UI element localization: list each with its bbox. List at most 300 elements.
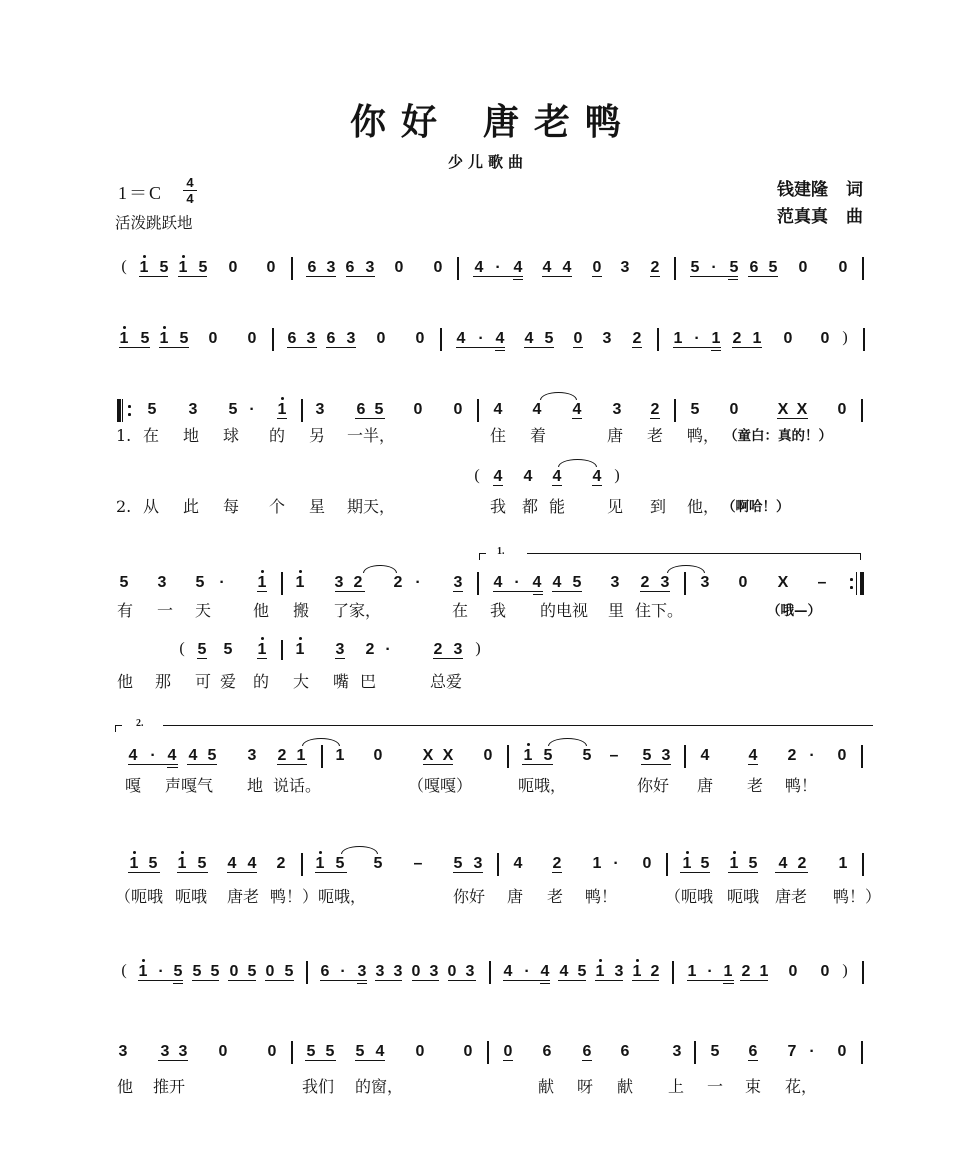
lyric-syllable: 呃哦 xyxy=(727,887,760,906)
note-digit: 1 xyxy=(295,574,305,591)
underline-beam xyxy=(228,980,256,981)
underline-beam xyxy=(433,658,463,659)
lyric-syllable: 大 xyxy=(293,672,310,691)
augmentation-dot: · xyxy=(478,330,484,347)
barline xyxy=(457,257,458,280)
note-digit: 5 xyxy=(140,330,150,347)
note-digit: 3 xyxy=(335,641,345,658)
note-digit: 4 xyxy=(542,259,552,276)
note-digit: 6 xyxy=(542,1043,552,1060)
note-digit: 5 xyxy=(247,963,257,980)
underline-beam xyxy=(326,347,356,348)
note-digit: 3 xyxy=(612,401,622,418)
lyric-syllable: 可 xyxy=(195,672,212,691)
underline-beam xyxy=(542,276,572,277)
high-octave-dot xyxy=(299,570,302,573)
underline-beam xyxy=(305,1060,336,1061)
note-digit: 3 xyxy=(620,259,630,276)
augmentation-dot: · xyxy=(514,574,520,591)
rest: 0 xyxy=(642,855,652,872)
lyric-syllable: 唐 xyxy=(697,776,714,795)
barline xyxy=(657,328,658,351)
lyric-syllable: 唐 xyxy=(507,887,524,906)
lyric-syllable: 见 xyxy=(607,497,624,516)
underline-beam xyxy=(167,767,178,768)
high-octave-dot xyxy=(599,959,602,962)
note-digit: 3 xyxy=(453,574,463,591)
underline-beam xyxy=(128,764,178,765)
lyric-syllable: 住下。 xyxy=(635,601,684,620)
note-digit: 3 xyxy=(610,574,620,591)
note-digit: 3 xyxy=(315,401,325,418)
augmentation-dot: · xyxy=(249,401,255,418)
underline-beam xyxy=(748,276,778,277)
high-octave-dot xyxy=(133,851,136,854)
note-digit: 1 xyxy=(682,855,692,872)
barline xyxy=(694,1041,695,1064)
lyric-syllable: 呃哦， xyxy=(518,776,567,795)
lyric-aside: （童白：真的！） xyxy=(724,428,832,444)
barline xyxy=(863,328,864,351)
note-digit: 3 xyxy=(473,855,483,872)
note-digit: 3 xyxy=(188,401,198,418)
underline-beam xyxy=(748,764,758,765)
high-octave-dot xyxy=(123,326,126,329)
lyric-syllable: 鸭！）呃哦， xyxy=(270,887,367,906)
note-digit: 1 xyxy=(257,574,267,591)
note-digit: 4 xyxy=(552,468,562,485)
note-digit: 1 xyxy=(159,330,169,347)
note-digit: 2 xyxy=(797,855,807,872)
underline-beam xyxy=(139,276,168,277)
note-digit: 1 xyxy=(687,963,697,980)
note-digit: 5 xyxy=(572,574,582,591)
note-digit: 2 xyxy=(632,330,642,347)
note-digit: 1 xyxy=(752,330,762,347)
underline-beam xyxy=(632,347,642,348)
underline-beam xyxy=(473,276,523,277)
lyric-syllable: 鸭！ xyxy=(585,887,618,906)
note-digit: 3 xyxy=(118,1043,128,1060)
lyric-syllable: 老 xyxy=(747,776,764,795)
rest: 0 xyxy=(376,330,386,347)
lyric-syllable: 住 xyxy=(490,426,507,445)
volta-label: 2. xyxy=(136,718,144,729)
rest: 0 xyxy=(453,401,463,418)
note-digit: 4 xyxy=(128,747,138,764)
note-digit: 4 xyxy=(247,855,257,872)
note-digit: 1 xyxy=(315,855,325,872)
underline-beam xyxy=(257,591,267,592)
note-digit: 5 xyxy=(223,641,233,658)
underline-beam xyxy=(552,872,562,873)
note-digit: 5 xyxy=(210,963,220,980)
barline xyxy=(321,745,322,768)
note-digit: 5 xyxy=(179,330,189,347)
note-digit: 1 xyxy=(723,963,733,980)
lyric-syllable: 另 xyxy=(309,426,326,445)
high-octave-dot xyxy=(686,851,689,854)
note-digit: 5 xyxy=(729,259,739,276)
barline xyxy=(684,572,685,595)
high-octave-dot xyxy=(733,851,736,854)
note-digit: 4 xyxy=(456,330,466,347)
note-digit: 5 xyxy=(642,747,652,764)
note-digit: 4 xyxy=(375,1043,385,1060)
underline-beam xyxy=(748,1060,758,1061)
rest: 0 xyxy=(837,401,847,418)
rest: 0 xyxy=(838,259,848,276)
rest: 0 xyxy=(820,963,830,980)
augmentation-dot: · xyxy=(385,641,391,658)
underline-beam xyxy=(423,764,453,765)
note-digit: 3 xyxy=(160,1043,170,1060)
lyric-syllable: 的电视 xyxy=(540,601,589,620)
note-digit: 3 xyxy=(393,963,403,980)
lyric-syllable: 巴 xyxy=(360,672,377,691)
lyric-syllable: 唐 xyxy=(607,426,624,445)
note-digit: 2 xyxy=(277,747,287,764)
lyric-syllable: 球 xyxy=(223,426,240,445)
close-paren: ) xyxy=(614,467,620,484)
underline-beam xyxy=(453,591,463,592)
lyric-syllable: 他 xyxy=(117,1077,134,1096)
note-digit: 3 xyxy=(465,963,475,980)
thin-bar xyxy=(856,572,857,595)
note-digit: 5 xyxy=(373,855,383,872)
note-digit: 4 xyxy=(495,330,505,347)
rest: 0 xyxy=(483,747,493,764)
note-digit: 5 xyxy=(690,259,700,276)
augmentation-dot: · xyxy=(158,963,164,980)
time-signature-denominator: 4 xyxy=(186,191,194,207)
lyric-syllable: 我 xyxy=(490,601,507,620)
high-octave-dot xyxy=(281,397,284,400)
underline-beam xyxy=(159,347,189,348)
key-signature: 1＝C xyxy=(118,183,164,203)
note-digit: 1 xyxy=(335,747,345,764)
note-digit: 5 xyxy=(690,401,700,418)
barline xyxy=(281,572,282,595)
underline-beam xyxy=(187,764,217,765)
barline xyxy=(497,853,498,876)
close-paren: ) xyxy=(842,329,848,346)
note-digit: 5 xyxy=(207,747,217,764)
lyric-syllable: 地 xyxy=(183,426,200,445)
lyric-syllable: 花， xyxy=(785,1077,818,1096)
title-part-1: 你好 xyxy=(350,101,453,143)
lyric-syllable: 老 xyxy=(547,887,564,906)
barline xyxy=(301,853,302,876)
open-paren: ( xyxy=(121,962,127,979)
underline-beam xyxy=(640,591,670,592)
underline-beam xyxy=(533,594,543,595)
lyric-syllable: 从 xyxy=(143,497,160,516)
note-digit: 4 xyxy=(493,401,503,418)
underline-beam xyxy=(503,1060,513,1061)
rest: 0 xyxy=(738,574,748,591)
rest: 0 xyxy=(208,330,218,347)
spoken-beat-x: X xyxy=(422,747,434,764)
lyric-syllable: 里 xyxy=(608,601,625,620)
time-signature-numerator: 4 xyxy=(186,175,194,190)
augmentation-dot: · xyxy=(809,1043,815,1060)
note-digit: 1 xyxy=(838,855,848,872)
lyric-syllable: 推开 xyxy=(153,1077,186,1096)
underline-beam xyxy=(690,276,738,277)
lyric-syllable: 上 xyxy=(668,1077,685,1096)
tempo-marking: 活泼跳跃地 xyxy=(115,214,193,232)
lyric-syllable: 呃哦 xyxy=(175,887,208,906)
note-digit: 3 xyxy=(326,259,336,276)
close-paren: ) xyxy=(842,962,848,979)
underline-beam xyxy=(503,980,550,981)
rest: 0 xyxy=(798,259,808,276)
note-digit: 5 xyxy=(748,855,758,872)
note-digit: 5 xyxy=(700,855,710,872)
underline-beam xyxy=(573,347,583,348)
high-octave-dot xyxy=(163,326,166,329)
note-digit: 5 xyxy=(284,963,294,980)
underline-beam xyxy=(227,872,257,873)
note-digit: 5 xyxy=(355,1043,365,1060)
barline xyxy=(477,399,478,422)
tie-arc xyxy=(363,565,397,573)
lyric-syllable: 此 xyxy=(183,497,200,516)
lyric-syllable: 一 xyxy=(707,1077,724,1096)
lyric-syllable: 1. xyxy=(116,426,132,445)
rest: 0 xyxy=(837,1043,847,1060)
note-digit: 4 xyxy=(778,855,788,872)
volta-start-hook xyxy=(479,553,486,560)
lyric-syllable: 我们 xyxy=(302,1077,335,1096)
lyric-syllable: 嘴 xyxy=(333,672,350,691)
underline-beam xyxy=(287,347,317,348)
note-digit: 5 xyxy=(119,574,129,591)
lyric-aside: （哦—） xyxy=(767,603,821,619)
barline xyxy=(291,257,292,280)
note-digit: 4 xyxy=(493,468,503,485)
underline-beam xyxy=(335,591,365,592)
underline-beam xyxy=(493,591,543,592)
lyric-syllable: （嘎嘎） xyxy=(408,776,473,795)
lyric-syllable: 你好 xyxy=(637,776,670,795)
title-part-2: 唐老鸭 xyxy=(483,101,637,143)
high-octave-dot xyxy=(261,570,264,573)
augmentation-dot: · xyxy=(524,963,530,980)
note-digit: 4 xyxy=(572,401,582,418)
underline-beam xyxy=(552,485,562,486)
note-digit: 3 xyxy=(453,641,463,658)
barline xyxy=(507,745,508,768)
note-digit: 6 xyxy=(620,1043,630,1060)
lyric-syllable: 献 xyxy=(538,1077,555,1096)
underline-beam xyxy=(197,658,207,659)
underline-beam xyxy=(775,872,808,873)
lyric-syllable: 嘎 xyxy=(125,776,142,795)
barline xyxy=(861,1041,862,1064)
lyric-syllable: 他 xyxy=(253,601,270,620)
lyric-syllable: 到 xyxy=(650,497,667,516)
barline xyxy=(862,257,863,280)
note-digit: 4 xyxy=(552,574,562,591)
note-digit: 3 xyxy=(661,747,671,764)
underline-beam xyxy=(592,276,602,277)
rest: 0 xyxy=(820,330,830,347)
lyricist-name: 钱建隆 xyxy=(777,180,828,200)
note-digit: 1 xyxy=(129,855,139,872)
lyric-syllable: 每 xyxy=(223,497,240,516)
underline-beam xyxy=(777,418,808,419)
lyric-syllable: 在 xyxy=(143,426,160,445)
note-digit: 3 xyxy=(334,574,344,591)
underline-beam xyxy=(723,983,734,984)
underline-beam xyxy=(641,764,671,765)
lyric-syllable: 鸭！） xyxy=(833,887,882,906)
underline-beam xyxy=(412,980,439,981)
lyric-syllable: 唐老 xyxy=(227,887,260,906)
underline-beam xyxy=(306,276,336,277)
note-digit: 6 xyxy=(320,963,330,980)
underline-beam xyxy=(315,872,347,873)
lyric-syllable: 个 xyxy=(269,497,286,516)
high-octave-dot xyxy=(299,637,302,640)
underline-beam xyxy=(355,418,385,419)
tie-arc xyxy=(540,392,577,400)
underline-beam xyxy=(582,1060,592,1061)
underline-beam xyxy=(178,276,207,277)
note-digit: 3 xyxy=(660,574,670,591)
note-digit: 5 xyxy=(582,747,592,764)
sustain-dash: – xyxy=(413,855,423,872)
note-digit: 5 xyxy=(173,963,183,980)
note-digit: 5 xyxy=(195,574,205,591)
note-digit: 3 xyxy=(157,574,167,591)
note-digit: 3 xyxy=(346,330,356,347)
note-digit: 3 xyxy=(375,963,385,980)
note-digit: 4 xyxy=(532,574,542,591)
lyric-syllable: 在 xyxy=(452,601,469,620)
underline-beam xyxy=(277,764,307,765)
high-octave-dot xyxy=(636,959,639,962)
note-digit: 1 xyxy=(759,963,769,980)
spoken-beat-x: X xyxy=(777,574,789,591)
underline-beam xyxy=(493,485,503,486)
rest: 0 xyxy=(228,259,238,276)
rest: 0 xyxy=(394,259,404,276)
underline-beam xyxy=(558,980,586,981)
rest: 0 xyxy=(373,747,383,764)
lyric-syllable: 鸭， xyxy=(687,426,720,445)
note-digit: 1 xyxy=(139,259,149,276)
note-digit: 1 xyxy=(178,259,188,276)
note-digit: 1 xyxy=(592,855,602,872)
lyric-syllable: 呀 xyxy=(577,1077,594,1096)
volta-line xyxy=(527,553,861,554)
note-digit: 5 xyxy=(543,747,553,764)
note-digit: 4 xyxy=(532,401,542,418)
sustain-dash: – xyxy=(817,574,827,591)
note-digit: 5 xyxy=(147,401,157,418)
note-digit: 4 xyxy=(748,747,758,764)
lyric-syllable: 那 xyxy=(155,672,172,691)
rest: 0 xyxy=(447,963,457,980)
tie-arc xyxy=(558,459,597,467)
underline-beam xyxy=(453,872,483,873)
lyric-syllable: 地 xyxy=(247,776,264,795)
underline-beam xyxy=(540,983,550,984)
note-digit: 4 xyxy=(513,855,523,872)
underline-beam xyxy=(522,764,553,765)
lyric-syllable: 2. xyxy=(116,497,132,516)
note-digit: 5 xyxy=(159,259,169,276)
note-digit: 4 xyxy=(513,259,523,276)
lyric-syllable: 期天， xyxy=(347,497,396,516)
repeat-dot xyxy=(128,405,131,408)
note-digit: 5 xyxy=(374,401,384,418)
rest: 0 xyxy=(433,259,443,276)
note-digit: 3 xyxy=(700,574,710,591)
underline-beam xyxy=(277,418,287,419)
note-digit: 1 xyxy=(138,963,148,980)
underline-beam xyxy=(732,347,762,348)
note-digit: 4 xyxy=(540,963,550,980)
note-digit: 5 xyxy=(192,963,202,980)
note-digit: 3 xyxy=(429,963,439,980)
note-digit: 2 xyxy=(741,963,751,980)
note-digit: 4 xyxy=(523,468,533,485)
rest: 0 xyxy=(413,401,423,418)
lyric-syllable: 说话。 xyxy=(273,776,322,795)
rest: 0 xyxy=(415,1043,425,1060)
note-digit: 1 xyxy=(523,747,533,764)
note-digit: 6 xyxy=(749,259,759,276)
note-digit: 6 xyxy=(307,259,317,276)
underline-beam xyxy=(138,980,183,981)
underline-beam xyxy=(552,591,582,592)
open-paren: ( xyxy=(474,467,480,484)
tie-arc xyxy=(667,565,705,573)
lyric-syllable: 总爱 xyxy=(430,672,463,691)
barline xyxy=(487,1041,488,1064)
rest: 0 xyxy=(503,1043,513,1060)
note-digit: 1 xyxy=(295,641,305,658)
barline xyxy=(674,257,675,280)
note-digit: 6 xyxy=(287,330,297,347)
note-digit: 6 xyxy=(345,259,355,276)
underline-beam xyxy=(650,418,660,419)
underline-beam xyxy=(128,872,160,873)
barline xyxy=(281,640,282,660)
note-digit: 6 xyxy=(356,401,366,418)
rest: 0 xyxy=(573,330,583,347)
lyric-syllable: 的窗， xyxy=(355,1077,404,1096)
note-digit: 2 xyxy=(353,574,363,591)
lyric-syllable: 搬 xyxy=(293,601,310,620)
note-digit: 5 xyxy=(325,1043,335,1060)
underline-beam xyxy=(513,279,523,280)
barline xyxy=(862,961,863,984)
spoken-beat-x: X xyxy=(442,747,454,764)
note-digit: 2 xyxy=(433,641,443,658)
barline xyxy=(674,399,675,422)
underline-beam xyxy=(728,872,758,873)
lyric-syllable: 星 xyxy=(309,497,326,516)
barline xyxy=(672,961,673,984)
augmentation-dot: · xyxy=(809,747,815,764)
note-digit: 3 xyxy=(365,259,375,276)
underline-beam xyxy=(740,980,768,981)
